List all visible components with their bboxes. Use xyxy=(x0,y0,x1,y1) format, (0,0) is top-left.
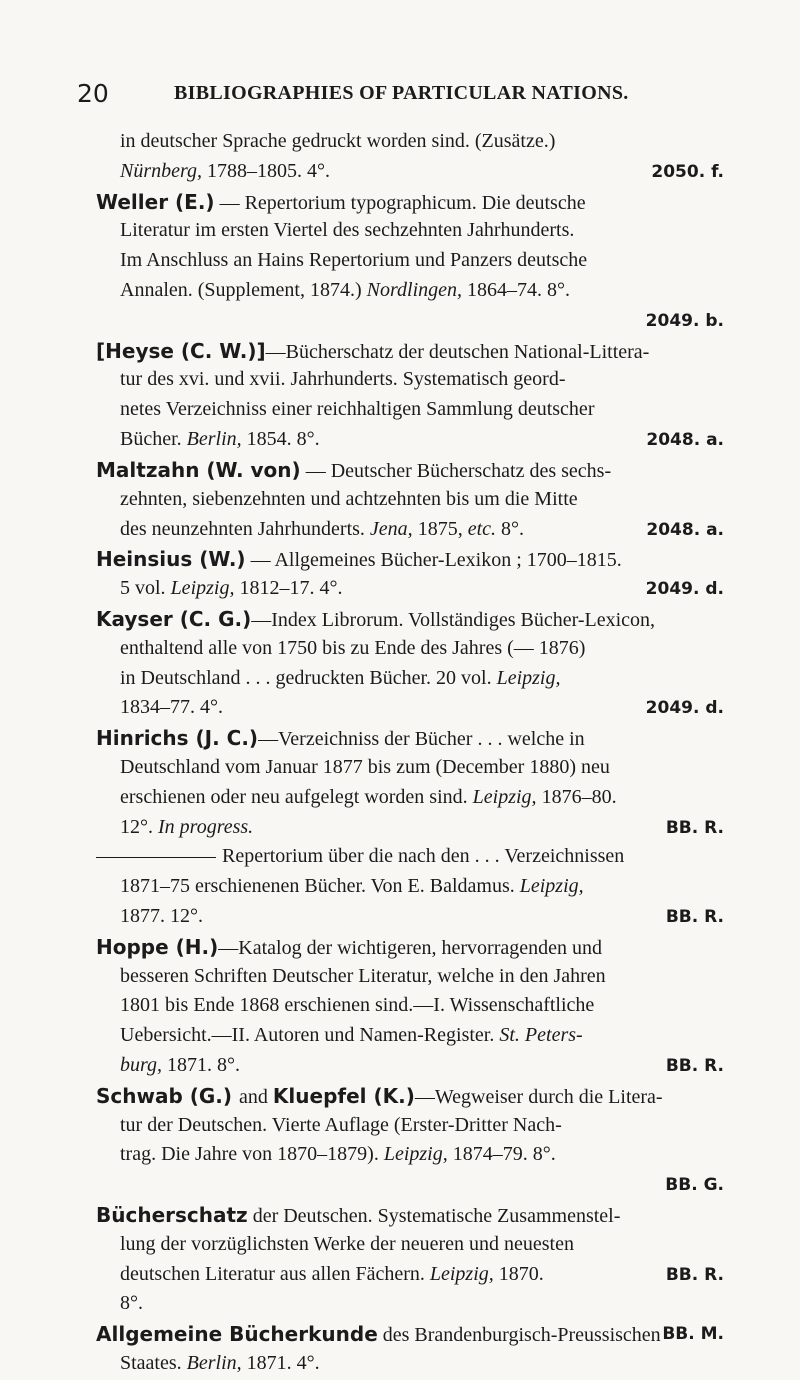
text-line: deutschen Literatur aus allen Fächern. Leipzig, 1870. xyxy=(120,1262,544,1285)
entry-hoppe: Hoppe (H.)—Katalog der wichtigeren, hervorragenden und xyxy=(96,934,603,959)
author-name: Hoppe (H.) xyxy=(96,934,219,959)
text-line: Deutschland vom Januar 1877 bis zum (December 1880) neu xyxy=(120,755,610,778)
text-line: tur des xvi. und xvii. Jahrhunderts. Systematisch geord- xyxy=(120,368,566,391)
shelfmark: 2049. d. xyxy=(645,698,724,719)
ditto-rule xyxy=(96,857,216,858)
text-line: Bücher. Berlin, 1854. 8°. xyxy=(120,428,320,450)
shelfmark: 2049. b. xyxy=(645,310,724,331)
text-line: netes Verzeichniss einer reichhaltigen Sammlung deutscher xyxy=(120,398,595,421)
text-line: 1834–77. 4°. xyxy=(120,696,223,719)
entry-repertorium: Repertorium über die nach den . . . Verzeichnissen xyxy=(96,845,624,868)
entry-weller xyxy=(96,190,586,215)
entry-heyse: [Heyse (C. W.)]—Bücherschatz der deutschen National-Littera- xyxy=(96,338,650,363)
text-line: Staates. Berlin, 1871. 4°. xyxy=(120,1352,320,1374)
author-name: Maltzahn (W. von) xyxy=(96,457,301,482)
text-line: besseren Schriften Deutscher Literatur, welche in den Jahren xyxy=(120,964,606,987)
text-line: Annalen. (Supplement, 1874.) Nordlingen, 1864–74. 8°. xyxy=(120,279,570,301)
text-line: trag. Die Jahre von 1870–1879). Leipzig, 1874–79. 8°. xyxy=(120,1143,556,1166)
text-line: 8°. xyxy=(120,1292,143,1315)
text-line: Literatur im ersten Viertel des sechzehnten Jahrhunderts. xyxy=(120,219,575,242)
author-name: Heinsius (W.) xyxy=(96,547,246,572)
shelfmark: BB. M. xyxy=(662,1324,724,1345)
shelfmark: BB. R. xyxy=(665,1056,724,1076)
text-line: des neunzehnten Jahrhunderts. Jena, 1875, etc. 8°. xyxy=(120,517,524,540)
running-head: BIBLIOGRAPHIES OF PARTICULAR NATIONS. xyxy=(174,82,629,104)
entry-heinsius: Heinsius (W.) — Allgemeines Bücher-Lexikon ; 1700–1815. xyxy=(96,547,622,572)
author-name: Schwab (G.) xyxy=(96,1083,240,1108)
text-line: 1801 bis Ende 1868 erschienen sind.—I. Wissenschaftliche xyxy=(120,994,595,1017)
shelfmark: 2050. f. xyxy=(651,161,724,182)
text-line: Im Anschluss an Hains Repertorium und Panzers deutsche xyxy=(120,249,588,272)
text-line: tur der Deutschen. Vierte Auflage (Erster-Dritter Nach- xyxy=(120,1113,562,1136)
text: 1788–1805. 4°. xyxy=(202,159,331,182)
page-number: 20 xyxy=(77,79,109,108)
text-line: zehnten, siebenzehnten und achtzehnten bis um die Mitte xyxy=(120,487,578,510)
text-line: enthaltend alle von 1750 bis zu Ende des Jahres (— 1876) xyxy=(120,636,586,659)
text-line: 1871–75 erschienenen Bücher. Von E. Baldamus. Leipzig, xyxy=(120,875,584,898)
entry-hinrichs: Hinrichs (J. C.)—Verzeichniss der Bücher . . . welche in xyxy=(96,726,585,751)
author-name: Kayser (C. G.) xyxy=(96,606,252,631)
text-line: 12°. In progress. xyxy=(120,815,254,838)
text-line: 1877. 12°. xyxy=(120,904,203,927)
text-line: erschienen oder neu aufgelegt worden sind. Leipzig, 1876–80. xyxy=(120,785,617,808)
shelfmark: 2048. a. xyxy=(646,430,724,450)
text-line: in Deutschland . . . gedruckten Bücher. 20 vol. Leipzig, xyxy=(120,666,561,689)
text: in deutscher Sprache gedruckt worden sind. (Zusätze.) xyxy=(120,130,556,152)
text-line xyxy=(120,160,330,183)
text: — Repertorium typographicum. Die deutsche xyxy=(214,191,586,214)
author-name: [Heyse (C. W.)] xyxy=(96,338,266,363)
shelfmark: BB. R. xyxy=(665,817,724,838)
entry-kayser: Kayser (C. G.)—Index Librorum. Vollständiges Bücher-Lexicon, xyxy=(96,606,656,631)
author-name: Kluepfel (K.) xyxy=(272,1083,415,1108)
shelfmark: BB. G. xyxy=(665,1175,724,1196)
place: Nürnberg, xyxy=(120,159,203,182)
text-line: Uebersicht.—II. Autoren und Namen-Register. St. Peters- xyxy=(120,1024,583,1047)
shelfmark: 2049. d. xyxy=(645,579,724,600)
shelfmark: BB. R. xyxy=(665,906,724,927)
text-line: burg, 1871. 8°. xyxy=(120,1054,241,1076)
entry-buecherschatz: Bücherschatz der Deutschen. Systematische Zusammenstel- xyxy=(96,1203,621,1227)
entry-maltzahn: Maltzahn (W. von) — Deutscher Bücherschatz des sechs- xyxy=(96,457,612,482)
shelfmark: BB. R. xyxy=(665,1264,724,1285)
author-name: Weller (E.) xyxy=(96,189,215,214)
text-line: Allgemeine Bücherkunde des Brandenburgisch-Preussischen xyxy=(96,1322,661,1347)
shelfmark: 2048. a. xyxy=(646,519,724,540)
entry-schwab: Schwab (G.) and Kluepfel (K.)—Wegweiser durch die Litera- xyxy=(96,1083,663,1108)
text-line: lung der vorzüglichsten Werke der neueren und neuesten xyxy=(120,1232,574,1255)
text-line: 5 vol. Leipzig, 1812–17. 4°. xyxy=(120,577,343,600)
author-name: Hinrichs (J. C.) xyxy=(96,726,259,751)
text-line xyxy=(120,130,555,153)
title-heading: Bücherschatz xyxy=(96,1203,248,1227)
